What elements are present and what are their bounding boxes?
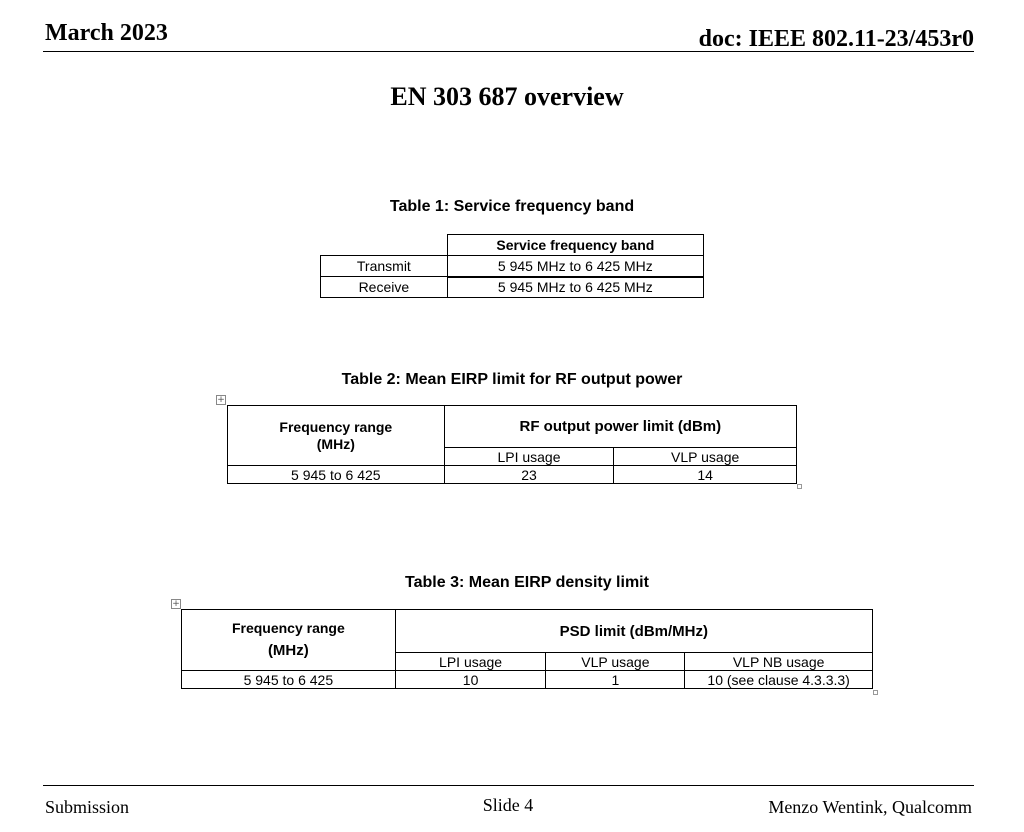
table2-group-header: RF output power limit (dBm) [444, 406, 796, 448]
table2-row-header-line2: (MHz) [316, 435, 355, 452]
footer-slide-number: Slide 4 [482, 795, 534, 815]
header-divider [43, 51, 974, 52]
table3-row-header [182, 610, 396, 671]
table1-col-header: Service frequency band [447, 235, 703, 256]
table2-sub-header: VLP usage [614, 448, 797, 466]
slide-title: EN 303 687 overview [390, 82, 624, 111]
table2-row-header-line1: Frequency range [279, 418, 393, 435]
table3 [181, 609, 873, 689]
header-date: March 2023 [45, 20, 168, 46]
table3-sub-header: VLP NB usage [685, 653, 873, 671]
table3-row-value: 10 [395, 671, 546, 689]
table3-sub-header: LPI usage [395, 653, 546, 671]
table-resize-handle-icon[interactable] [797, 484, 802, 489]
table1-row-label: Receive [321, 277, 448, 298]
table1-row-value: 5 945 MHz to 6 425 MHz [447, 277, 703, 298]
header-doc-id: doc: IEEE 802.11-23/453r0 [698, 26, 974, 52]
table3-row-value: 1 [546, 671, 685, 689]
table1-caption: Table 1: Service frequency band [389, 198, 635, 215]
table3-row-header-line1: Frequency range [231, 619, 345, 636]
table1 [320, 234, 704, 298]
footer-author: Menzo Wentink, Qualcomm [768, 797, 972, 817]
table1-row-label: Transmit [321, 256, 448, 277]
table2-row-range: 5 945 to 6 425 [228, 466, 445, 484]
table2-row-value: 14 [614, 466, 797, 484]
table2 [227, 405, 797, 484]
table3-row-header-line2: (MHz) [267, 642, 309, 660]
table2-row-header [228, 406, 445, 466]
table1-corner-cell [321, 235, 448, 256]
footer-divider [43, 785, 974, 786]
table-resize-handle-icon[interactable] [873, 690, 878, 695]
table-move-handle-icon[interactable]: + [217, 395, 225, 405]
table2-sub-header: LPI usage [444, 448, 614, 466]
footer-submission: Submission [45, 797, 130, 817]
table3-caption: Table 3: Mean EIRP density limit [405, 574, 649, 591]
table2-caption: Table 2: Mean EIRP limit for RF output power [341, 371, 683, 388]
table-move-handle-icon[interactable]: + [172, 599, 180, 609]
table1-row-value: 5 945 MHz to 6 425 MHz [447, 256, 703, 277]
table2-row-value: 23 [444, 466, 614, 484]
table3-group-header: PSD limit (dBm/MHz) [395, 610, 872, 653]
table3-row-value: 10 (see clause 4.3.3.3) [685, 671, 873, 689]
table3-sub-header: VLP usage [546, 653, 685, 671]
table3-row-range: 5 945 to 6 425 [182, 671, 396, 689]
